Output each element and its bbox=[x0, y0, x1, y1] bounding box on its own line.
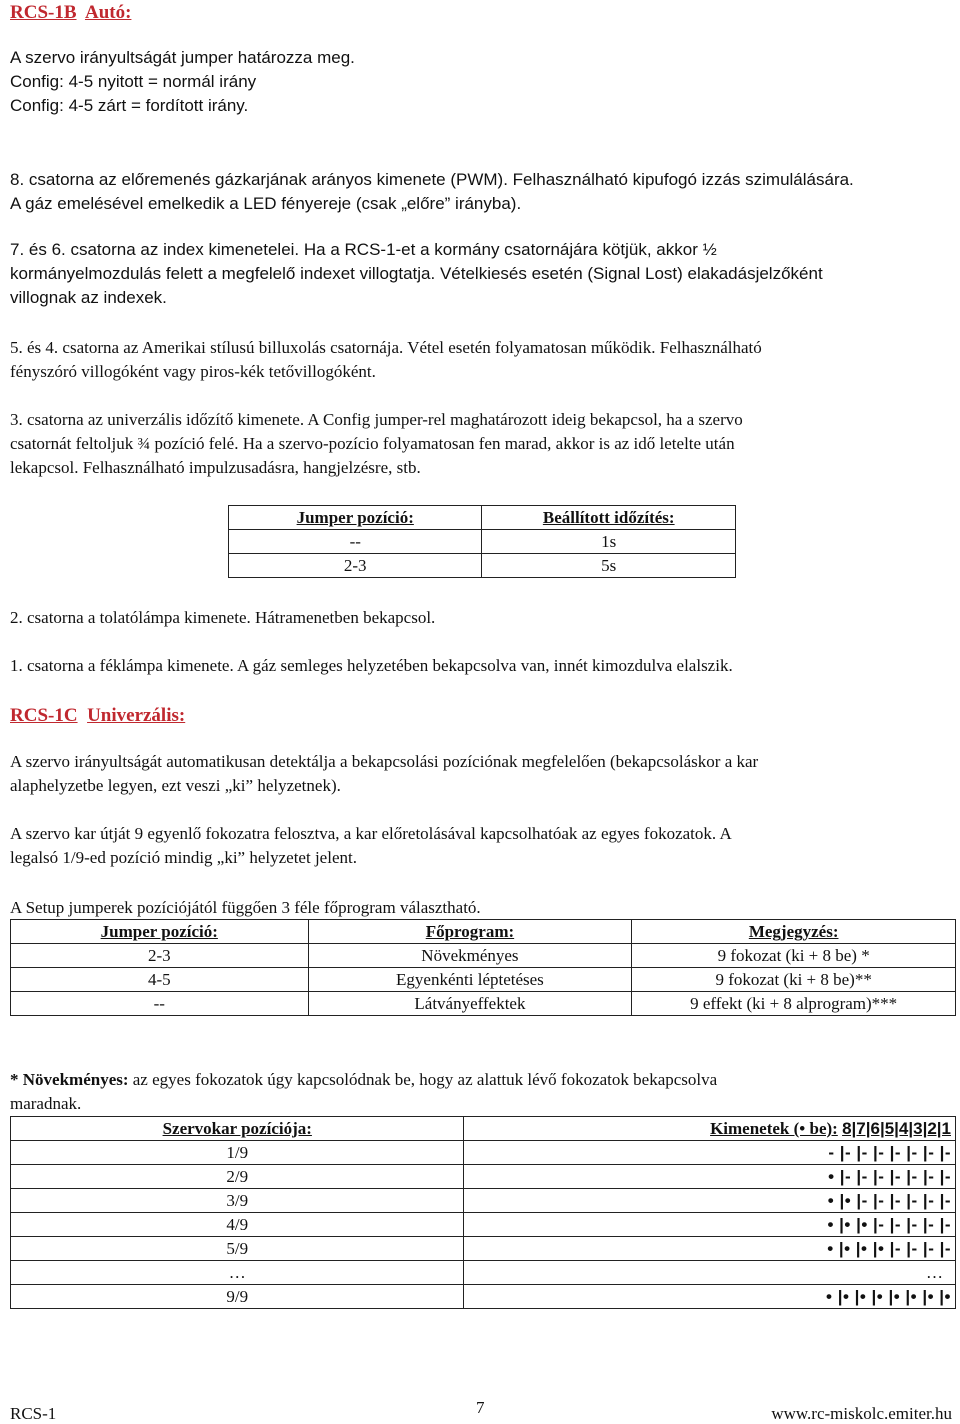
table-row bbox=[11, 1165, 956, 1189]
table-header-row bbox=[229, 506, 736, 530]
table-cell: 2-3 bbox=[11, 944, 309, 968]
table-row bbox=[11, 1261, 956, 1285]
section-heading-rcs-1c bbox=[10, 703, 185, 729]
table-cell: 1s bbox=[482, 530, 736, 554]
note-bold: * Növekményes: bbox=[10, 1070, 129, 1089]
table-cell: 1/9 bbox=[11, 1141, 464, 1165]
table-cell: 9 fokozat (ki + 8 be) * bbox=[632, 944, 956, 968]
paragraph-line: kormányelmozdulás felett a megfelelő indexet villogtatja. Vételkiesés esetén (Signal Lost) elakadásjelzőként bbox=[10, 264, 823, 283]
table-cell: … bbox=[11, 1261, 464, 1285]
program-table bbox=[10, 919, 956, 1016]
table-cell: Növekményes bbox=[308, 944, 632, 968]
table-cell: • |• |- |- |- |- |- |- bbox=[464, 1189, 956, 1213]
table-cell: 9/9 bbox=[11, 1285, 464, 1309]
table-row bbox=[229, 554, 736, 578]
table-cell: 9 effekt (ki + 8 alprogram)*** bbox=[632, 992, 956, 1016]
paragraph-line: fényszóró villogóként vagy piros-kék tetővillogóként. bbox=[10, 362, 376, 381]
table-cell: • |- |- |- |- |- |- |- bbox=[464, 1165, 956, 1189]
paragraph-line: Config: 4-5 nyitott = normál irány bbox=[10, 72, 257, 91]
page-number: 7 bbox=[476, 1398, 485, 1417]
table-header-cell: Jumper pozíció: bbox=[229, 506, 482, 530]
table-row bbox=[11, 968, 956, 992]
note-line: maradnak. bbox=[10, 1094, 82, 1113]
table-cell: … bbox=[464, 1261, 956, 1285]
servo-output-table bbox=[10, 1116, 956, 1309]
section-heading-rcs-1b bbox=[10, 0, 131, 26]
paragraph-line: A szervo irányultságát automatikusan detektálja a bekapcsolási pozíciónak megfelelően (bekapcsoláskor a kar bbox=[10, 752, 759, 771]
table-cell: Egyenkénti léptetéses bbox=[308, 968, 632, 992]
table-cell: 3/9 bbox=[11, 1189, 464, 1213]
table-header-cell: Beállított időzítés: bbox=[482, 506, 736, 530]
table-row bbox=[11, 992, 956, 1016]
paragraph-line: lekapcsol. Felhasználható impulzusadásra, hangjelzésre, stb. bbox=[10, 458, 421, 477]
table-header-row bbox=[11, 1117, 956, 1141]
table-cell: Látványeffektek bbox=[308, 992, 632, 1016]
paragraph-line: 7. és 6. csatorna az index kimenetelei. Ha a RCS-1-et a kormány csatornájára kötjük, akkor ½ bbox=[10, 240, 717, 259]
table-cell: 4/9 bbox=[11, 1213, 464, 1237]
table-row bbox=[229, 530, 736, 554]
paragraph-line: 8. csatorna az előremenés gázkarjának arányos kimenete (PWM). Felhasználható kipufogó izzás szimulálására. bbox=[10, 170, 854, 189]
table-header-cell: Megjegyzés: bbox=[632, 920, 956, 944]
paragraph-line: 5. és 4. csatorna az Amerikai stílusú billuxolás csatornája. Vétel esetén folyamatosan működik. Felhasználható bbox=[10, 338, 762, 357]
paragraph-line: villognak az indexek. bbox=[10, 288, 167, 307]
table-cell: 9 fokozat (ki + 8 be)** bbox=[632, 968, 956, 992]
paragraph-line: A gáz emelésével emelkedik a LED fényereje (csak „előre” irányba). bbox=[10, 194, 522, 213]
table-row bbox=[11, 1189, 956, 1213]
paragraph-line: alaphelyzetbe legyen, ezt veszi „ki” helyzetnek). bbox=[10, 776, 341, 795]
timer-table bbox=[228, 505, 736, 578]
table-cell: • |• |• |• |- |- |- |- bbox=[464, 1237, 956, 1261]
table-cell: 2/9 bbox=[11, 1165, 464, 1189]
table-header-row bbox=[11, 920, 956, 944]
footer-left: RCS-1 bbox=[10, 1404, 57, 1423]
paragraph-line: legalsó 1/9-ed pozíció mindig „ki” helyzetet jelent. bbox=[10, 848, 357, 867]
output-channel-numbers: 8|7|6|5|4|3|2|1 bbox=[842, 1119, 951, 1138]
paragraph-line: csatornát feltoljuk ¾ pozíció felé. Ha a szervo-pozício folyamatosan fen marad, akkor is az idő letelte után bbox=[10, 434, 735, 453]
note-text: az egyes fokozatok úgy kapcsolódnak be, hogy az alattuk lévő fokozatok bekapcsolva bbox=[128, 1070, 718, 1089]
table-header-cell bbox=[464, 1117, 956, 1141]
paragraph-line: A Setup jumperek pozíciójától függően 3 féle főprogram választható. bbox=[10, 898, 481, 917]
footer-url: www.rc-miskolc.emiter.hu bbox=[771, 1404, 952, 1423]
table-cell: 5/9 bbox=[11, 1237, 464, 1261]
table-cell: 5s bbox=[482, 554, 736, 578]
table-cell: -- bbox=[229, 530, 482, 554]
table-header-cell: Főprogram: bbox=[308, 920, 632, 944]
paragraph-line: 2. csatorna a tolatólámpa kimenete. Hátramenetben bekapcsol. bbox=[10, 608, 436, 627]
table-row bbox=[11, 1285, 956, 1309]
outputs-label: Kimenetek (• be): bbox=[710, 1119, 838, 1138]
heading-suffix: Univerzális: bbox=[87, 705, 186, 726]
paragraph-line: 1. csatorna a féklámpa kimenete. A gáz semleges helyzetében bekapcsolva van, innét kimozdulva elalszik. bbox=[10, 656, 733, 675]
table-cell: • |• |• |• |• |• |• |• bbox=[464, 1285, 956, 1309]
paragraph-line: Config: 4-5 zárt = fordított irány. bbox=[10, 96, 249, 115]
table-cell: -- bbox=[11, 992, 309, 1016]
heading-prefix: RCS-1C bbox=[10, 705, 78, 726]
table-row bbox=[11, 1237, 956, 1261]
table-cell: 2-3 bbox=[229, 554, 482, 578]
table-row bbox=[11, 1213, 956, 1237]
table-header-cell: Szervokar pozíciója: bbox=[11, 1117, 464, 1141]
table-cell: - |- |- |- |- |- |- |- bbox=[464, 1141, 956, 1165]
table-row bbox=[11, 1141, 956, 1165]
table-cell: • |• |• |- |- |- |- |- bbox=[464, 1213, 956, 1237]
table-row bbox=[11, 944, 956, 968]
paragraph-line: 3. csatorna az univerzális időzítő kimenete. A Config jumper-rel maghatározott ideig bekapcsol, ha a szervo bbox=[10, 410, 743, 429]
paragraph-line: A szervo irányultságát jumper határozza meg. bbox=[10, 48, 355, 67]
heading-prefix: RCS-1B bbox=[10, 2, 77, 23]
table-header-cell: Jumper pozíció: bbox=[11, 920, 309, 944]
table-cell: 4-5 bbox=[11, 968, 309, 992]
paragraph-line: A szervo kar útját 9 egyenlő fokozatra felosztva, a kar előretolásával kapcsolhatóak az egyes fokozatok. A bbox=[10, 824, 732, 843]
note-line bbox=[10, 1068, 717, 1092]
heading-suffix: Autó: bbox=[84, 2, 132, 23]
